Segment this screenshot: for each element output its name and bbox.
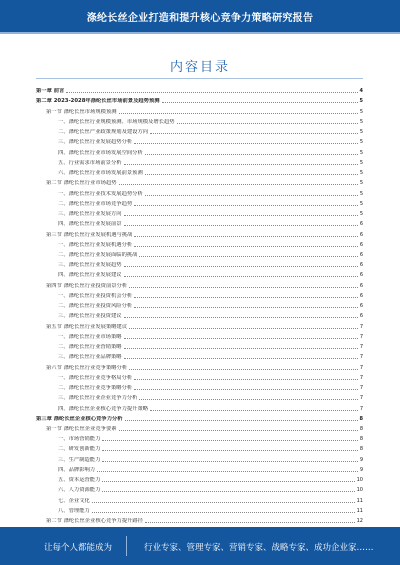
toc-entry-label: 一、涤纶长丝行业投资机会分析 [58,292,133,299]
toc-entry-page: 10 [356,477,363,484]
toc-leader-dots [125,420,358,421]
toc-entry-label: 第二章 2023-2028年涤纶长丝市场前景及趋势预测 [36,98,160,105]
toc-leader-dots [124,164,358,165]
toc-entry[interactable] [36,218,363,228]
toc-leader-dots [162,102,358,103]
toc-entry-page: 5 [359,211,363,218]
toc-leader-dots [97,471,358,472]
toc-entry[interactable] [36,187,363,197]
toc-entry-label: 二、涤纶长丝行业发展面临的挑战 [58,251,138,258]
page-footer [0,527,400,565]
toc-entry[interactable] [36,157,363,167]
toc-entry[interactable] [36,382,363,392]
toc-leader-dots [177,123,358,124]
toc-entry-label: 四、涤纶长丝行业市场发展空间分析 [58,149,143,156]
toc-leader-dots [129,369,358,370]
toc-entry[interactable] [36,300,363,310]
toc-leader-dots [124,338,358,339]
toc-entry-label: 二、涤纶长丝行业营销策略 [58,344,122,351]
toc-entry-label: 一、涤纶长丝行业市场策略 [58,333,122,340]
toc-leader-dots [134,297,358,298]
toc-leader-dots [124,317,358,318]
toc-entry[interactable] [36,372,363,382]
toc-entry-label: 四、涤纶长丝行业发展前景 [58,221,122,228]
toc-entry[interactable] [36,474,363,484]
toc-entry-label: 一、涤纶长丝行业技术发展趋势分析 [58,190,143,197]
toc-leader-dots [134,236,357,237]
toc-leader-dots [145,522,355,523]
toc-entry[interactable] [36,505,363,515]
toc-entry[interactable] [36,269,363,279]
report-title: 涤纶长丝企业打造和提升核心竞争力策略研究报告 [86,13,314,24]
toc-entry-page: 7 [359,344,363,351]
toc-entry[interactable] [36,249,363,259]
toc-entry[interactable] [36,279,363,289]
header-divider [0,32,400,34]
toc-entry-page: 6 [359,282,363,289]
toc-entry-label: 四、涤纶长丝企业核心竞争力提升策略 [58,405,149,412]
toc-entry-page: 6 [359,231,363,238]
toc-leader-dots [134,379,358,380]
toc-entry-label: 二、涤纶长丝产业政策规划及建设方向 [58,129,149,136]
toc-leader-dots [145,154,358,155]
toc-entry-page: 5 [359,200,363,207]
toc-entry-page: 6 [359,292,363,299]
toc-entry[interactable] [36,116,363,126]
toc-entry-label: 四、品牌影响力 [58,466,96,473]
toc-entry-page: 5 [359,118,363,125]
toc-leader-dots [119,113,358,114]
toc-entry-page: 9 [359,466,363,473]
toc-entry-page: 10 [356,487,363,494]
toc-leader-dots [66,92,357,93]
toc-entry-label: 五、资本运营能力 [58,477,101,484]
toc-entry-page: 4 [359,88,363,95]
toc-leader-dots [102,440,357,441]
toc-heading: 内容目录 [169,60,230,75]
toc-leader-dots [119,184,358,185]
toc-entry-page: 5 [359,108,363,115]
toc-entry[interactable] [36,290,363,300]
toc-entry-page: 5 [359,98,363,105]
toc-leader-dots [150,133,358,134]
toc-entry[interactable] [36,167,363,177]
toc-entry-label: 第三节 涤纶长丝行业发展机遇与挑战 [46,231,133,238]
toc-top-rule [36,78,363,79]
toc-leader-dots [134,205,358,206]
toc-entry[interactable] [36,413,363,423]
toc-entry[interactable] [36,136,363,146]
toc-entry[interactable] [36,239,363,249]
toc-entry-page: 8 [359,446,363,453]
toc-entry[interactable] [36,443,363,453]
toc-entry[interactable] [36,433,363,443]
toc-entry-page: 8 [359,436,363,443]
toc-entry-label: 第二节 涤纶长丝企业核心竞争力提升路径 [46,518,144,525]
toc-entry-page: 6 [359,251,363,258]
toc-entry-page: 5 [359,180,363,187]
toc-leader-dots [124,276,358,277]
toc-entry-label: 第五节 涤纶长丝行业发展策略建议 [46,323,128,330]
toc-entry[interactable] [36,361,363,371]
toc-entry-page: 7 [359,333,363,340]
toc-entry-page: 7 [359,385,363,392]
toc-leader-dots [124,348,358,349]
toc-entry-page: 6 [359,241,363,248]
toc-entry-label: 六、人力资源能力 [58,487,101,494]
toc-entry-label: 二、涤纶长丝行业竞争策略分析 [58,385,133,392]
toc-leader-dots [150,410,358,411]
toc-entry[interactable] [36,484,363,494]
toc-entry-page: 7 [359,364,363,371]
toc-leader-dots [102,481,354,482]
toc-entry-label: 六、涤纶长丝行业市场发展前景预测 [58,170,143,177]
toc-entry-page: 7 [359,354,363,361]
toc-leader-dots [134,246,358,247]
toc-entry-label: 二、涤纶长丝行业市场竞争趋势 [58,200,133,207]
toc-leader-dots [134,143,358,144]
toc-entry-page: 8 [359,415,363,422]
toc-entry[interactable] [36,515,363,525]
toc-leader-dots [145,195,358,196]
toc-entry-page: 5 [359,190,363,197]
toc-entry-page: 5 [359,129,363,136]
toc-entry-label: 第四节 涤纶长丝行业投资前景分析 [46,282,128,289]
toc-leader-dots [134,307,358,308]
toc-entry-page: 6 [359,303,363,310]
toc-entry[interactable] [36,146,363,156]
toc-entry-page: 9 [359,456,363,463]
toc-entry-label: 第三章 涤纶长丝企业核心竞争力分析 [36,415,123,422]
toc-entry-label: 三、涤纶长丝行业企业竞争力分析 [58,395,138,402]
toc-entry[interactable] [36,105,363,115]
toc-entry-label: 四、涤纶长丝行业发展建议 [58,272,122,279]
toc-entry[interactable] [36,177,363,187]
toc-entry-label: 第一节 涤纶长丝市场规模预测 [46,108,117,115]
toc-entry-label: 一、市场营销能力 [58,436,101,443]
toc-entry-page: 7 [359,323,363,330]
toc-leader-dots [129,328,358,329]
toc-entry-label: 三、生产制造能力 [58,456,101,463]
toc-entry[interactable] [36,341,363,351]
toc-entry[interactable] [36,95,363,105]
toc-entry-label: 三、涤纶长丝行业发展趋势分析 [58,139,133,146]
toc-leader-dots [102,461,357,462]
toc-leader-dots [124,225,358,226]
toc-entry-page: 11 [356,497,363,504]
toc-entry[interactable] [36,351,363,361]
toc-entry-page: 6 [359,313,363,320]
toc-entry[interactable] [36,320,363,330]
toc-entry-label: 第一章 前言 [36,88,65,95]
footer-slogan-left: 让每个人都能成为 [44,543,113,553]
toc-entry-page: 5 [359,159,363,166]
toc-entry[interactable] [36,198,363,208]
toc-leader-dots [102,491,354,492]
toc-entry[interactable] [36,402,363,412]
toc-entry-label: 八、管理能力 [58,507,90,514]
toc-entry-page: 11 [356,507,363,514]
toc-leader-dots [124,266,358,267]
toc-entry-page: 7 [359,374,363,381]
toc-entry-label: 一、涤纶长丝行业规模预测、市场规模及增长趋势 [58,118,175,125]
toc-entry-label: 一、涤纶长丝行业发展机遇分析 [58,241,133,248]
toc-entry[interactable] [36,208,363,218]
toc-leader-dots [92,512,355,513]
toc-entry-page: 5 [359,139,363,146]
toc-entry[interactable] [36,259,363,269]
toc-entry-label: 第二节 涤纶长丝行业市场趋势 [46,180,117,187]
toc-entry-page: 5 [359,149,363,156]
toc-leader-dots [139,256,357,257]
toc-entry[interactable] [36,494,363,504]
toc-entry-page: 5 [359,170,363,177]
toc-leader-dots [139,399,357,400]
toc-entry[interactable] [36,453,363,463]
toc-entry-label: 五、行业需求市场前景分析 [58,159,122,166]
toc-entry-page: 12 [356,518,363,525]
toc-entry-page: 6 [359,262,363,269]
toc-leader-dots [134,389,358,390]
toc-entry-label: 三、涤纶长丝行业发展趋势 [58,262,122,269]
toc-leader-dots [124,215,358,216]
toc-entry-label: 三、涤纶长丝行业品牌策略 [58,354,122,361]
page-header [0,0,400,32]
toc-entry-label: 第六节 涤纶长丝行业竞争策略分析 [46,364,128,371]
toc-entry-page: 8 [359,425,363,432]
toc-leader-dots [102,450,357,451]
toc-leader-dots [119,430,358,431]
table-of-contents [36,85,363,546]
toc-leader-dots [129,287,358,288]
toc-entry[interactable] [36,310,363,320]
footer-slogan-right: 行业专家、管理专家、营销专家、战略专家、成功企业家…… [144,543,374,553]
toc-entry-page: 6 [359,221,363,228]
toc-entry-label: 三、涤纶长丝行业投资建议 [58,313,122,320]
toc-entry-label: 二、研发创新能力 [58,446,101,453]
toc-leader-dots [145,174,358,175]
toc-entry-label: 三、涤纶长丝行业发展方向 [58,211,122,218]
toc-entry-page: 7 [359,395,363,402]
toc-leader-dots [124,358,358,359]
toc-entry[interactable] [36,228,363,238]
toc-entry-label: 二、涤纶长丝行业投资风险分析 [58,303,133,310]
toc-entry-page: 7 [359,405,363,412]
toc-entry[interactable] [36,126,363,136]
toc-entry-label: 七、企业文化 [58,497,90,504]
toc-entry[interactable] [36,464,363,474]
toc-entry[interactable] [36,392,363,402]
toc-entry[interactable] [36,331,363,341]
toc-entry[interactable] [36,85,363,95]
toc-entry-label: 一、涤纶长丝行业竞争格局分析 [58,374,133,381]
toc-entry-page: 6 [359,272,363,279]
toc-leader-dots [92,502,355,503]
toc-entry[interactable] [36,423,363,433]
footer-divider [126,536,127,556]
toc-entry-label: 第一节 涤纶长丝企业竞争要素 [46,425,117,432]
